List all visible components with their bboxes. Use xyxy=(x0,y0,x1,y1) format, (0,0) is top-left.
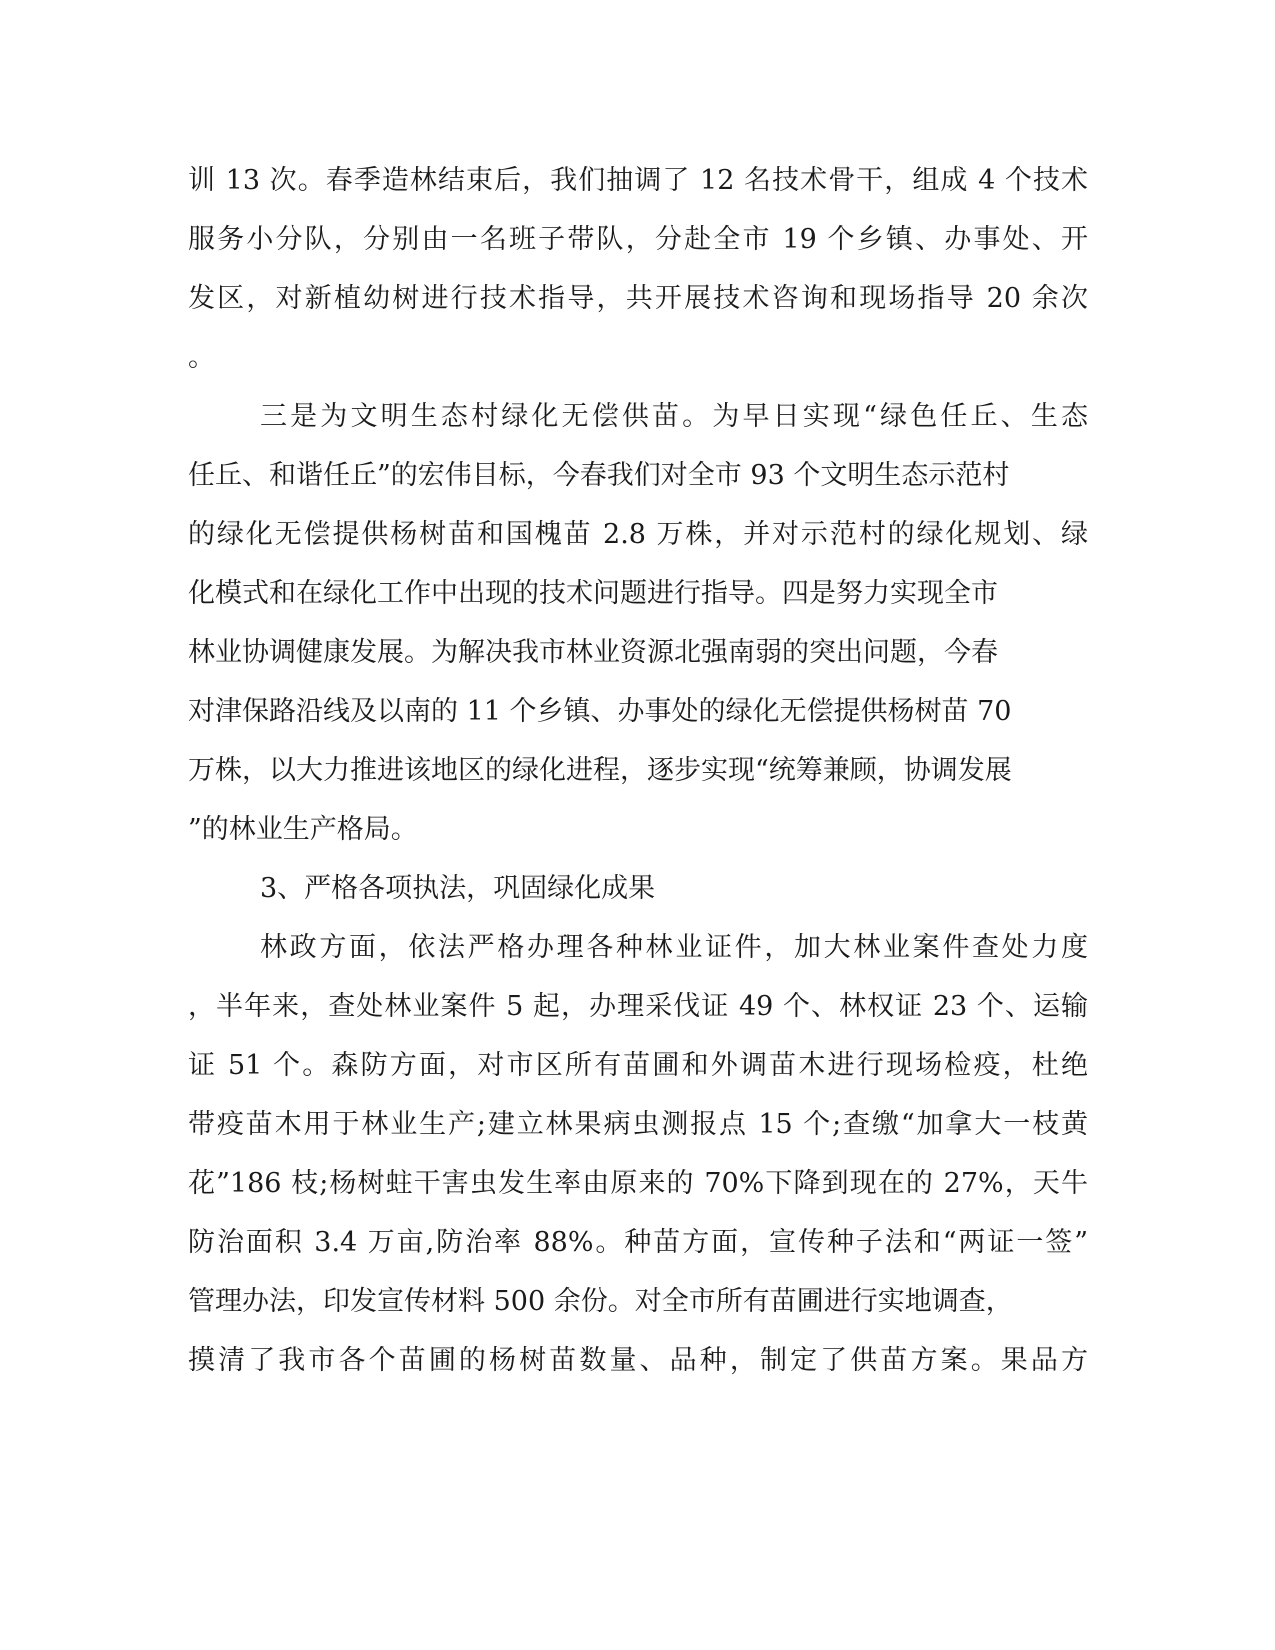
paragraph-start: 三是为文明生态村绿化无偿供苗。为早日实现“绿色任丘、生态 xyxy=(260,401,1088,432)
text-line: 万株，以大力推进该地区的绿化进程，逐步实现“统筹兼顾，协调发展 xyxy=(188,755,1012,786)
text-line: 训 13 次。春季造林结束后，我们抽调了 12 名技术骨干，组成 4 个技术 xyxy=(188,165,1088,196)
text-line: ”的林业生产格局。 xyxy=(188,814,418,845)
text-line: 证 51 个。森防方面，对市区所有苗圃和外调苗木进行现场检疫，杜绝 xyxy=(188,1050,1088,1081)
text-line: 任丘、和谐任丘”的宏伟目标，今春我们对全市 93 个文明生态示范村 xyxy=(188,460,1010,491)
section-heading: 3、严格各项执法，巩固绿化成果 xyxy=(260,873,656,904)
text-line: 对津保路沿线及以南的 11 个乡镇、办事处的绿化无偿提供杨树苗 70 xyxy=(188,696,1012,727)
text-line: 发区，对新植幼树进行技术指导，共开展技术咨询和现场指导 20 余次 xyxy=(188,283,1088,314)
text-line: 。 xyxy=(188,342,215,373)
text-line: 林业协调健康发展。为解决我市林业资源北强南弱的突出问题，今春 xyxy=(188,637,998,668)
text-line: 带疫苗木用于林业生产;建立林果病虫测报点 15 个;查缴“加拿大一枝黄 xyxy=(188,1109,1088,1140)
text-line: 摸清了我市各个苗圃的杨树苗数量、品种，制定了供苗方案。果品方 xyxy=(188,1345,1088,1376)
text-line: 管理办法，印发宣传材料 500 余份。对全市所有苗圃进行实地调查， xyxy=(188,1286,1013,1317)
text-line: 化模式和在绿化工作中出现的技术问题进行指导。四是努力实现全市 xyxy=(188,578,998,609)
text-line: 的绿化无偿提供杨树苗和国槐苗 2.8 万株，并对示范村的绿化规划、绿 xyxy=(188,519,1088,550)
text-line: ，半年来，查处林业案件 5 起，办理采伐证 49 个、林权证 23 个、运输 xyxy=(188,991,1088,1022)
paragraph-start: 林政方面，依法严格办理各种林业证件，加大林业案件查处力度 xyxy=(260,932,1088,963)
text-line: 服务小分队，分别由一名班子带队，分赴全市 19 个乡镇、办事处、开 xyxy=(188,224,1088,255)
text-line: 防治面积 3.4 万亩,防治率 88%。种苗方面，宣传种子法和“两证一签” xyxy=(188,1227,1088,1258)
text-line: 花”186 枝;杨树蛀干害虫发生率由原来的 70%下降到现在的 27%，天牛 xyxy=(188,1168,1088,1199)
